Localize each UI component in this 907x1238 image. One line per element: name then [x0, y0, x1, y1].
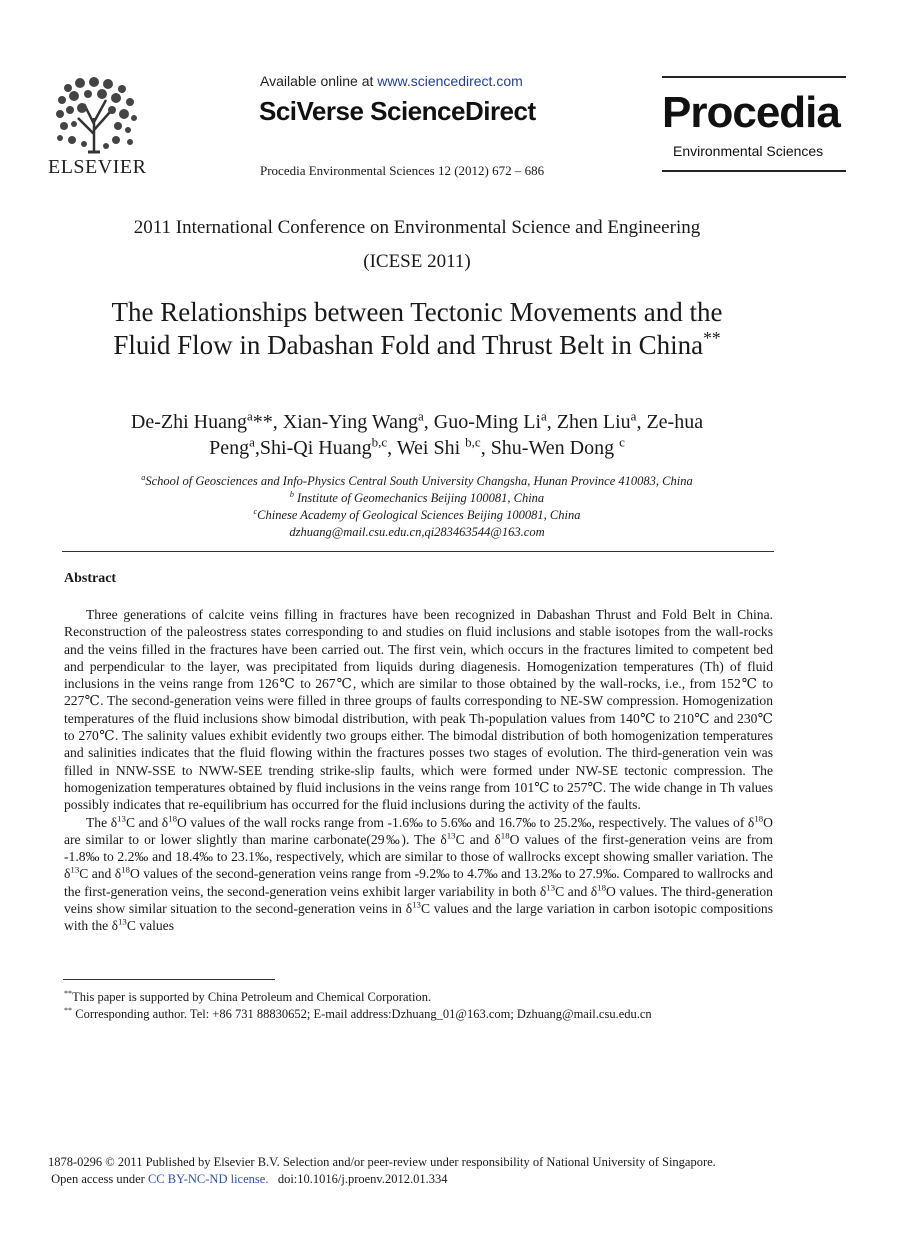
- sciencedirect-link[interactable]: www.sciencedirect.com: [377, 73, 523, 89]
- affiliations: [0, 473, 834, 541]
- journal-logo-word: Procedia: [662, 88, 840, 137]
- access-line: Open access under CC BY-NC-ND license. doi:10.1016/j.proenv.2012.01.334: [51, 1172, 448, 1186]
- abstract-paragraph-2: The $\delta^{13}C$ and $\delta^{18}O$ values of the wall rocks range from -1.6‰ to 5.6‰ and 16.7‰ to 25.2‰, respectively. The values of $\delta^{18}O$ are similar to or lower slightly than marine carbonate(29‰). The $\delta^{13}C$ and $\delta^{18}O$ values of the first-generation veins are from -1.8‰ to 2.2‰ and 18.4‰ to 23.1‰, respectively, which are similar to those of wallrocks except showing smaller variation. The $\delta^{13}C$ and $\delta^{18}O$ values of the second-generation veins range from -9.2‰ to 4.7‰ and 13.2‰ to 27.9‰. Compared to wallrocks and the first-generation veins, the second-generation veins exhibit larger variability in both $\delta^{13}C$ and $\delta^{18}O$ values. The third-generation veins show similar situation to the second-generation veins in $\delta^{13}C$ values and the large variation in carbon isotopic compositions with the $\delta^{13}C$ values: [64, 813, 773, 934]
- abstract-body: [64, 606, 773, 935]
- affiliation-b: $^b$ Institute of Geomechanics Beijing 100081, China: [289, 489, 545, 505]
- conference-name: 2011 International Conference on Environmental Science and Engineering: [133, 217, 701, 238]
- doi: doi:10.1016/j.proenv.2012.01.334: [277, 1172, 448, 1186]
- page-footer: [48, 1154, 716, 1188]
- footnote-corresponding-author: ** Corresponding author. Tel: +86 731 88830652; E-mail address:Dzhuang_01@163.com; Dzhuang@mail.csu.edu.cn: [64, 1005, 652, 1021]
- footnote-divider: [63, 979, 275, 980]
- available-online: Available online at www.sciencedirect.com: [260, 73, 523, 89]
- footnote-funding: **This paper is supported by China Petroleum and Chemical Corporation.: [64, 988, 432, 1004]
- logo-rule-bottom: [662, 170, 846, 172]
- abstract-heading: Abstract: [64, 571, 117, 586]
- footnotes: [64, 989, 652, 1023]
- copyright-line: 1878-0296 © 2011 Published by Elsevier B.V. Selection and/or peer-review under responsibility of National University of Singapore.: [48, 1155, 716, 1169]
- paper-title: The Relationships between Tectonic Movements and the Fluid Flow in Dabashan Fold and Thrust Belt in China**: [111, 297, 723, 360]
- journal-reference: Procedia Environmental Sciences 12 (2012) 672 – 686: [260, 163, 545, 178]
- conference-acronym: (ICESE 2011): [363, 251, 471, 272]
- logo-rule-top: [662, 76, 846, 78]
- affiliation-c: $^c$Chinese Academy of Geological Sciences Beijing 100081, China: [253, 506, 581, 522]
- license-link[interactable]: CC BY-NC-ND license.: [147, 1172, 269, 1186]
- author-email: dzhuang@mail.csu.edu.cn,qi283463544@163.com: [289, 525, 545, 539]
- divider: [62, 551, 774, 552]
- journal-logo-subtitle: Environmental Sciences: [673, 143, 824, 159]
- platform-logo: SciVerse ScienceDirect: [259, 96, 536, 126]
- affiliation-a: $^a$School of Geosciences and Info-Physics Central South University Changsha, Hunan Province 410083, China: [141, 472, 693, 488]
- author-list: De-Zhi Huang$^a$**, Xian-Ying Wang$^a$, Guo-Ming Li$^a$, Zhen Liu$^a$, Ze-hua Peng$^a$,Shi-Qi Huang$^{b,c}$, Wei Shi $^{b,c}$, Shu-Wen Dong $^c$: [130, 408, 704, 459]
- journal-logo: [662, 76, 846, 172]
- abstract-paragraph-1: Three generations of calcite veins filling in fractures have been recognized in Dabashan Thrust and Fold Belt in China. Reconstruction of the paleostress states corresponding to and studies on fluid inclusions and stable isotopes from the wall-rocks and the veins filled in the fractures have been carried out. The first vein, which occurs in the fractures limited to competent bed and perpendicular to the layer, was precipitated from liquids during diagenesis. Homogenization temperatures (Th) of fluid inclusions in the veins range from 126℃ to 267℃, which are similar to those obtained by the wall-rocks, i.e., from 152℃ to 227℃. The second-generation veins were filled in three groups of faults corresponding to NE-SW compression. Homogenization temperatures of the fluid inclusions show bimodal distribution, with peak Th-population values from 140℃ to 210℃ and 230℃ to 270℃. The salinity values exhibit evidently two groups either. The bimodal distribution of both homogenization temperatures and salinities indicates that the fluid flowing within the fractures posses two stages of evolution. The third-generation vein was filled in NNW-SSE to NWW-SEE trending strike-slip faults, which were formed under NW-SE tectonic compression. The homogenization temperatures obtained by fluid inclusions in the veins range from 101℃ to 257℃. The wide change in Th values possibly indicates that re-equilibrium has occurred for the fluid inclusions during the activity of the faults.: [64, 607, 773, 813]
- publisher-logo-text: ELSEVIER: [48, 156, 147, 178]
